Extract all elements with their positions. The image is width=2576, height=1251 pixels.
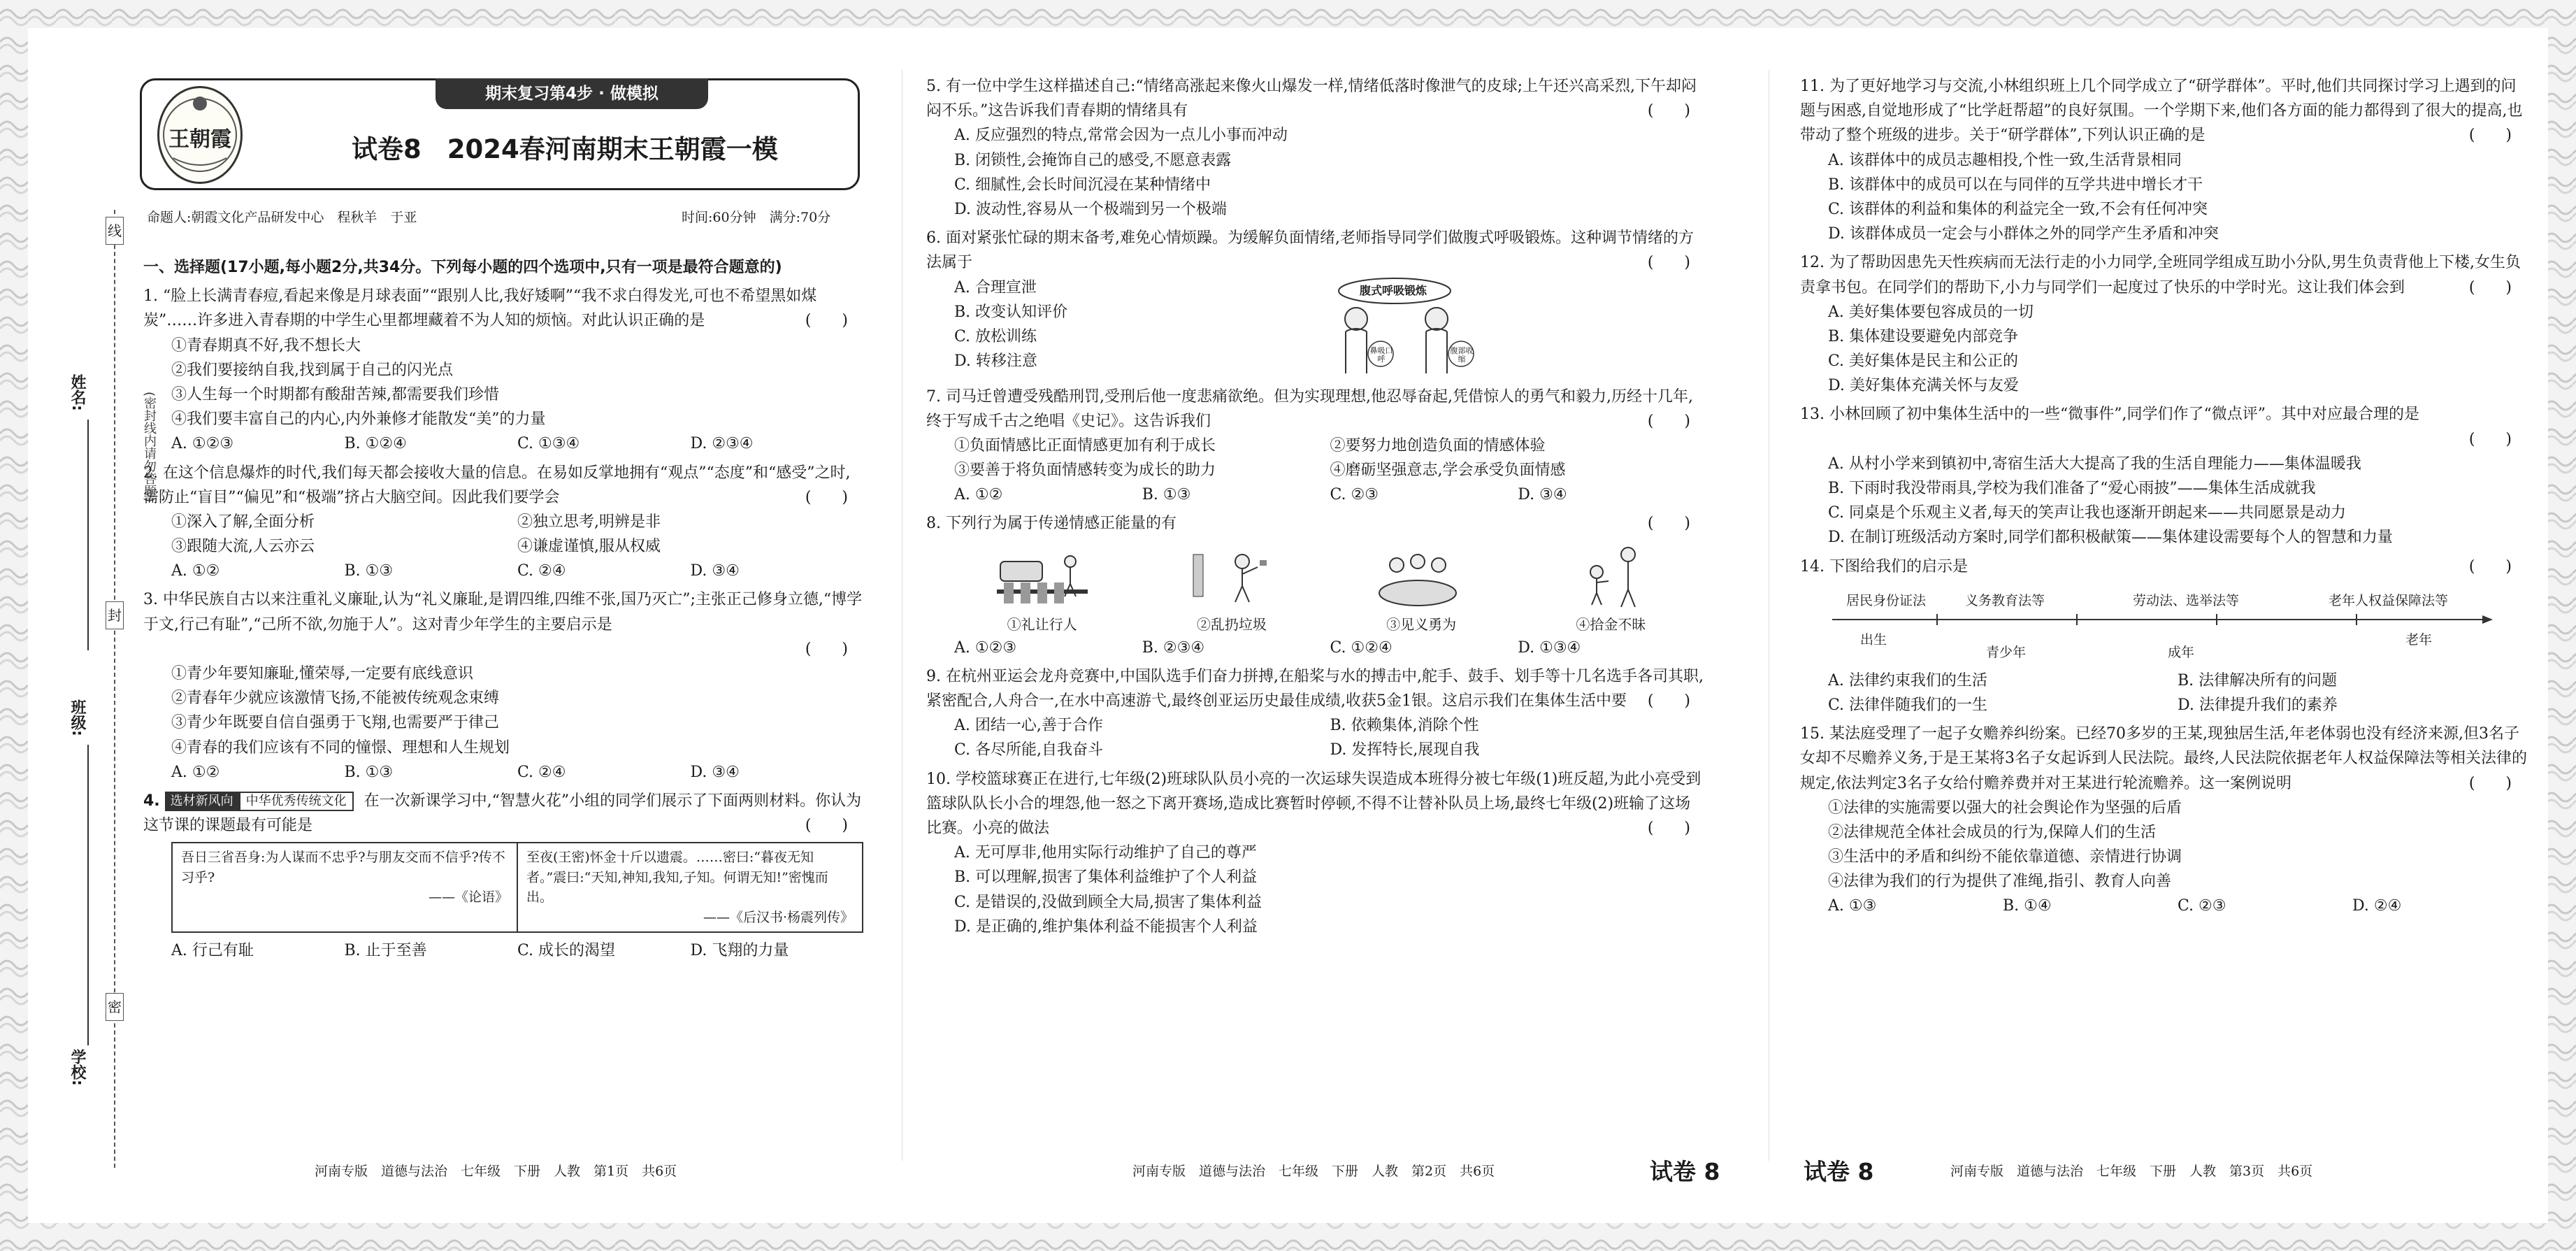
q6-body <box>926 276 1706 380</box>
question-2 <box>143 461 863 584</box>
q12-stem: 12. 为了帮助因患先天性疾病而无法行走的小力同学,全班同学组成互助小分队,男生负责背他上下楼,女生负责拿书包。在同学们的帮助下,小力与同学们一起度过了快乐的中学时光。这让我们体会到 <box>1800 254 2521 296</box>
q7-options <box>926 482 1706 507</box>
option-a[interactable]: A. 该群体中的成员志趣相投,个性一致,生活背景相同 <box>1828 151 2182 169</box>
question-13 <box>1800 402 2527 550</box>
q13-stem: 13. 小林回顾了初中集体生活中的一些“微事件”,同学们作了“微点评”。其中对应最合理的是 <box>1800 406 2419 424</box>
q2-items-row <box>143 534 863 559</box>
option-c[interactable]: C. ①③④ <box>517 435 580 453</box>
footer-page-1: 河南专版 道德与法治 七年级 下册 人教 第1页 共6页 <box>315 1164 677 1179</box>
q1-item: ②我们要接纳自我,找到属于自己的闪光点 <box>171 361 453 379</box>
q7-items-row <box>926 458 1706 482</box>
footer-page-2: 河南专版 道德与法治 七年级 下册 人教 第2页 共6页 <box>1132 1164 1495 1179</box>
pic-caption: ①礼让行人 <box>1007 615 1077 633</box>
stage-label: 出生 <box>1860 631 1887 648</box>
option-b[interactable]: B. 改变认知评价 <box>954 303 1068 321</box>
option-a[interactable]: A. 无可厚非,他用实际行动维护了自己的尊严 <box>954 844 1257 862</box>
q2-items-row <box>143 510 863 534</box>
logo-text: 王朝霞 <box>168 127 231 152</box>
question-14 <box>1800 555 2527 718</box>
option-b[interactable]: B. 该群体中的成员可以在与同伴的互学共进中增长才干 <box>1828 176 2203 194</box>
option-d[interactable]: D. ②④ <box>2352 897 2402 915</box>
q7-item: ③要善于将负面情感转变为成长的助力 <box>954 462 1216 480</box>
question-5 <box>926 74 1706 222</box>
option-a[interactable]: A. 从村小学来到镇初中,寄宿生活大大提高了我的生活自理能力——集体温暖我 <box>1828 455 2361 473</box>
q15-stem: 15. 某法庭受理了一起子女赡养纠纷案。已经70多岁的王某,现独居生活,年老体弱也没有经济来源,但3名子女却不尽赡养义务,于是王某将3名子女起诉到人民法院。最终,人民法院依据老年人权益保障法等相关法律的规定,依法判定3名子女给付赡养费并对王某进行轮流赡养。这一案例说明 <box>1800 725 2527 792</box>
return-wallet-icon <box>1558 541 1663 610</box>
option-b[interactable]: B. ①③ <box>344 562 394 580</box>
q2-item: ④谦虚谨慎,服从权威 <box>517 538 661 556</box>
option-b[interactable]: B. ①④ <box>2003 897 2052 915</box>
q1-item: ④我们要丰富自己的内心,内外兼修才能散发“美”的力量 <box>171 410 546 429</box>
answer-paren: ( ) <box>2468 774 2512 792</box>
option-a[interactable]: A. ①③ <box>1828 897 1877 915</box>
option-b[interactable]: B. 法律解决所有的问题 <box>2178 671 2338 689</box>
answer-paren: ( ) <box>1647 254 1690 272</box>
quote-source: ——《后汉书·杨震列传》 <box>703 909 854 925</box>
littering-boy-icon <box>1179 541 1284 610</box>
material-hanshu <box>517 843 862 931</box>
answer-paren: ( ) <box>1647 819 1690 837</box>
crowd-rescue-icon <box>1369 541 1474 610</box>
law-label: 老年人权益保障法等 <box>2329 592 2449 608</box>
option-a[interactable]: A. 行己有耻 <box>171 942 254 960</box>
q3-stem: 3. 中华民族自古以来注重礼义廉耻,认为“礼义廉耻,是谓四维,四维不张,国乃灭亡”;主张正己修身立德,“博学于文,行己有耻”,“己所不欲,勿施于人”。这对青少年学生的主要启示是 <box>143 591 863 634</box>
crosswalk-car-icon <box>990 541 1095 610</box>
option-a[interactable]: A. 合理宣泄 <box>954 278 1037 296</box>
q2-item: ②独立思考,明辨是非 <box>517 513 661 531</box>
option-d[interactable]: D. ③④ <box>690 562 740 580</box>
option-b[interactable]: B. 依赖集体,消除个性 <box>1330 717 1479 735</box>
option-c[interactable]: C. 放松训练 <box>954 327 1037 345</box>
illus-title: 腹式呼吸锻炼 <box>1360 283 1427 297</box>
q14-stem: 14. 下图给我们的启示是 <box>1800 557 1968 576</box>
option-b[interactable]: B. 下雨时我没带雨具,学校为我们准备了“爱心雨披”——集体生活成就我 <box>1828 480 2316 497</box>
option-d[interactable]: D. 波动性,容易从一个极端到另一个极端 <box>954 200 1227 218</box>
question-11 <box>1800 74 2527 246</box>
illus-bubble-a: 鼻吸口呼 <box>1369 345 1393 364</box>
culture-tag: 中华优秀传统文化 <box>239 792 354 811</box>
option-c[interactable]: C. ②④ <box>517 763 566 781</box>
law-label: 义务教育法等 <box>1965 592 2045 608</box>
q3-item: ③青少年既要自信自强勇于飞翔,也需要严于律己 <box>171 714 499 732</box>
q3-item: ①青少年要知廉耻,懂荣辱,一定要有底线意识 <box>171 665 473 682</box>
answer-paren: ( ) <box>805 312 848 330</box>
q9-options-row <box>926 738 1706 762</box>
answer-paren: ( ) <box>2468 127 2512 145</box>
option-a[interactable]: A. 美好集体要包容成员的一切 <box>1828 303 2034 321</box>
option-a[interactable]: A. 团结一心,善于合作 <box>954 717 1103 735</box>
q8-pictures <box>926 541 1706 636</box>
answer-paren: ( ) <box>805 817 848 835</box>
question-7 <box>926 385 1706 508</box>
option-d[interactable]: D. ①③④ <box>1518 638 1581 657</box>
q2-item: ①深入了解,全面分析 <box>171 513 315 531</box>
q2-item: ③跟随大流,人云亦云 <box>171 538 315 556</box>
brand-logo <box>157 86 243 184</box>
q4-stem: 在一次新课学习中,“智慧火花”小组的同学们展示了下面两则材料。你认为这节课的课题最有可能是 <box>143 792 862 835</box>
column-1 <box>143 255 863 964</box>
step-tab: 期末复习第4步 · 做模拟 <box>436 78 708 109</box>
option-b[interactable]: B. ①③ <box>1142 486 1191 504</box>
q7-items-row <box>926 434 1706 458</box>
option-c[interactable]: C. ①②④ <box>1330 638 1393 657</box>
q9-options-row <box>926 713 1706 738</box>
option-a[interactable]: A. ①② <box>954 486 1003 504</box>
illus-bubble-b: 腹部收缩 <box>1450 345 1474 364</box>
pic-caption: ③见义勇为 <box>1386 615 1457 633</box>
law-label: 劳动法、选举法等 <box>2133 592 2240 608</box>
q9-stem: 9. 在杭州亚运会龙舟竞赛中,中国队选手们奋力拼搏,在船桨与水的搏击中,舵手、鼓手、划手等十几名选手各司其职,紧密配合,人舟合一,在水中高速游弋,最终创亚运历史最佳成绩,收获5金1银。这启示我们在集体生活中要 <box>926 667 1704 710</box>
question-3 <box>143 587 863 785</box>
option-c[interactable]: C. 美好集体是民主和公正的 <box>1828 352 2019 371</box>
answer-paren: ( ) <box>2468 278 2512 296</box>
q1-item: ①青春期真不好,我不想长大 <box>171 336 361 355</box>
answer-paren: ( ) <box>2468 557 2512 576</box>
paper-tag-right: 试卷 8 <box>1650 1158 1720 1185</box>
q3-options <box>143 760 863 785</box>
option-c[interactable]: C. 该群体的利益和集体的利益完全一致,不会有任何冲突 <box>1828 200 2208 218</box>
option-c[interactable]: C. ②③ <box>2178 897 2226 915</box>
material-analects <box>173 843 517 931</box>
section-heading: 一、选择题(17小题,每小题2分,共34分。下列每小题的四个选项中,只有一项是最符合题意的) <box>143 259 782 276</box>
q7-item: ①负面情感比正面情感更加有利于成长 <box>954 436 1216 455</box>
q3-item: ②青春年少就应该激情飞扬,不能被传统观念束缚 <box>171 689 499 708</box>
option-c[interactable]: C. 是错误的,没做到顾全大局,损害了集体利益 <box>954 893 1262 911</box>
question-8 <box>926 511 1706 659</box>
column-2 <box>926 70 1706 939</box>
q1-stem: 1. “脸上长满青春痘,看起来像是月球表面”“跟别人比,我好矮啊”“我不求白得发光,可也不希望黑如煤炭”……许多进入青春期的中学生心里都埋藏着不为人知的烦恼。对此认识正确的是 <box>143 287 817 330</box>
time-score: 时间:60分钟 满分:70分 <box>682 210 831 225</box>
q8-options <box>926 636 1706 660</box>
q1-item: ③人生每一个时期都有酸甜苦辣,都需要我们珍惜 <box>171 385 499 403</box>
seal-char-line: 线 <box>106 217 124 245</box>
school-label: 学校: <box>69 1049 86 1086</box>
option-b[interactable]: B. ②③④ <box>1142 638 1205 657</box>
option-d[interactable]: D. 该群体成员一定会与小群体之外的同学产生矛盾和冲突 <box>1828 225 2219 243</box>
q11-stem: 11. 为了更好地学习与交流,小林组织班上几个同学成立了“研学群体”。平时,他们共同探讨学习上遇到的问题与困惑,自觉地形成了“比学赶帮超”的良好氛围。一个学期下来,他们各方面的能力都得到了很大的提高,也带动了整个班级的进步。关于“研学群体”,下列认识正确的是 <box>1800 78 2523 145</box>
pic-littering <box>1137 541 1326 636</box>
q15-item: ④法律为我们的行为提供了准绳,指引、教育人向善 <box>1828 873 2171 891</box>
option-d[interactable]: D. ③④ <box>1518 486 1567 504</box>
question-12 <box>1800 250 2527 398</box>
question-15 <box>1800 722 2527 919</box>
option-b[interactable]: B. ①②④ <box>344 435 407 453</box>
option-b[interactable]: B. 可以理解,损害了集体利益维护了个人利益 <box>954 868 1258 887</box>
option-a[interactable]: A. ①②③ <box>171 435 234 453</box>
class-label: 班级: <box>69 699 86 736</box>
option-c[interactable]: C. ②③ <box>1330 486 1379 504</box>
answer-paren: ( ) <box>1647 515 1690 533</box>
quote-text: 至夜(王密)怀金十斤以遗震。……密曰:“暮夜无知者。”震曰:“天知,神知,我知,子知。何谓无知!”密愧而出。 <box>526 850 828 906</box>
pic-caption: ④拾金不昧 <box>1576 615 1646 633</box>
q14-options-row <box>1800 669 2527 693</box>
answer-paren: ( ) <box>1647 412 1690 430</box>
paper-tag-left: 试卷 8 <box>1804 1158 1874 1185</box>
q8-stem: 8. 下列行为属于传递情感正能量的有 <box>926 515 1177 533</box>
breathing-illustration <box>1290 276 1499 380</box>
option-b[interactable]: B. 闭锁性,会掩饰自己的感受,不愿意表露 <box>954 151 1232 169</box>
seal-char-feng: 封 <box>106 601 124 629</box>
page-title: 试卷8 2024春河南期末王朝霞一模 <box>352 134 778 164</box>
answer-paren: ( ) <box>2468 430 2512 448</box>
q10-stem: 10. 学校篮球赛正在进行,七年级(2)班球队队员小亮的一次运球失误造成本班得分被七年级(1)班反超,为此小亮受到篮球队队长小合的埋怨,他一怒之下离开赛场,造成比赛暂时停顿,不得不让替补队员上场,最终七年级(2)班输了这场比赛。小亮的做法 <box>926 770 1701 837</box>
q4-number: 4. <box>143 792 160 810</box>
q1-options <box>143 431 863 456</box>
pic-caption: ②乱扔垃圾 <box>1196 615 1267 633</box>
option-a[interactable]: A. 法律约束我们的生活 <box>1828 671 1987 689</box>
q15-item: ①法律的实施需要以强大的社会舆论作为坚强的后盾 <box>1828 799 2182 817</box>
column-3 <box>1800 70 2527 919</box>
q14-options-row <box>1800 693 2527 717</box>
quote-source: ——《论语》 <box>428 889 508 906</box>
option-d[interactable]: D. 是正确的,维护集体利益不能损害个人利益 <box>954 917 1258 936</box>
q3-item: ④青春的我们应该有不同的憧憬、理想和人生规划 <box>171 738 510 757</box>
seal-char-mi: 密 <box>106 993 124 1021</box>
option-a[interactable]: A. ①② <box>171 763 220 781</box>
q2-stem: 2. 在这个信息爆炸的时代,我们每天都会接收大量的信息。在易如反掌地拥有“观点”“态度”和“感受”之时,需防止“盲目”“偏见”和“极端”挤占大脑空间。因此我们要学会 <box>143 464 851 506</box>
footer-page-3: 河南专版 道德与法治 七年级 下册 人教 第3页 共6页 <box>1950 1164 2313 1179</box>
option-a[interactable]: A. ①②③ <box>954 638 1017 657</box>
answer-paren: ( ) <box>1647 102 1690 120</box>
q15-options <box>1800 894 2527 918</box>
stage-label: 成年 <box>2168 644 2195 660</box>
option-a[interactable]: A. ①② <box>171 562 220 580</box>
binding-margin <box>38 210 157 1168</box>
option-d[interactable]: D. 法律提升我们的素养 <box>2178 696 2338 714</box>
q4-material-box <box>171 842 863 933</box>
exam-header-banner <box>140 78 860 190</box>
question-4 <box>143 789 863 964</box>
option-c[interactable]: C. ②④ <box>517 562 566 580</box>
option-c[interactable]: C. 法律伴随我们的一生 <box>1828 696 1988 714</box>
question-9 <box>926 664 1706 763</box>
option-c[interactable]: C. 同桌是个乐观主义者,每天的笑声让我也逐渐开朗起来——共同愿景是动力 <box>1828 504 2347 522</box>
option-d[interactable]: D. 发挥特长,展现自我 <box>1330 741 1480 759</box>
law-label: 居民身份证法 <box>1846 592 1927 608</box>
q6-stem: 6. 面对紧张忙碌的期末备考,难免心情烦躁。为缓解负面情绪,老师指导同学们做腹式呼吸锻炼。这种调节情绪的方法属于 <box>926 229 1694 272</box>
q5-stem: 5. 有一位中学生这样描述自己:“情绪高涨起来像火山爆发一样,情绪低落时像泄气的皮球;上午还兴高采烈,下午却闷闷不乐。”这告诉我们青春期的情绪具有 <box>926 78 1697 120</box>
answer-paren: ( ) <box>805 640 848 658</box>
question-10 <box>926 767 1706 939</box>
class-line <box>87 745 89 1045</box>
q7-stem: 7. 司马迁曾遭受残酷刑罚,受刑后他一度悲痛欲绝。但为实现理想,他忍辱奋起,凭借惊人的勇气和毅力,历经十几年,终于写成千古之绝唱《史记》。这告诉我们 <box>926 387 1693 430</box>
option-b[interactable]: B. ①③ <box>344 763 394 781</box>
option-b[interactable]: B. 集体建设要避免内部竞争 <box>1828 327 2019 345</box>
option-c[interactable]: C. 成长的渴望 <box>517 942 616 960</box>
stage-label: 青少年 <box>1986 644 2027 660</box>
q7-item: ②要努力地创造负面的情感体验 <box>1330 436 1546 455</box>
answer-paren: ( ) <box>1647 692 1690 710</box>
q15-item: ③生活中的矛盾和纠纷不能依靠道德、亲情进行协调 <box>1828 848 2182 866</box>
seal-note: (密封线内请勿答题) <box>142 392 157 503</box>
option-d[interactable]: D. ③④ <box>690 763 740 781</box>
law-timeline <box>1825 586 2496 663</box>
pic-return-found <box>1516 541 1706 636</box>
stage-label: 老年 <box>2405 631 2433 648</box>
q7-item: ④磨砺坚强意志,学会承受负面情感 <box>1330 462 1566 480</box>
option-c[interactable]: C. 细腻性,会长时间沉浸在某种情绪中 <box>954 176 1211 194</box>
option-d[interactable]: D. 飞翔的力量 <box>690 942 789 960</box>
question-6 <box>926 226 1706 380</box>
question-1 <box>143 284 863 456</box>
pic-yield-pedestrian <box>947 541 1137 636</box>
seal-line <box>114 210 115 1168</box>
option-c[interactable]: C. 各尽所能,自我奋斗 <box>954 741 1104 759</box>
quote-text: 吾日三省吾身:为人谋而不忠乎?与朋友交而不信乎?传不习乎? <box>181 850 505 885</box>
name-line <box>87 420 89 650</box>
option-b[interactable]: B. 止于至善 <box>344 942 427 960</box>
q2-options <box>143 559 863 583</box>
q15-item: ②法律规范全体社会成员的行为,保障人们的生活 <box>1828 823 2156 841</box>
q4-options <box>143 938 863 963</box>
answer-paren: ( ) <box>805 488 848 506</box>
option-d[interactable]: D. 转移注意 <box>954 352 1037 371</box>
option-d[interactable]: D. 美好集体充满关怀与友爱 <box>1828 377 2019 395</box>
option-d[interactable]: D. 在制订班级活动方案时,同学们都积极献策——集体建设需要每个人的智慧和力量 <box>1828 529 2393 547</box>
new-trend-tag: 选材新风向 <box>165 792 239 811</box>
option-d[interactable]: D. ②③④ <box>690 435 754 453</box>
q6-options <box>926 276 1290 380</box>
option-a[interactable]: A. 反应强烈的特点,常常会因为一点儿小事而冲动 <box>954 127 1288 145</box>
authors: 命题人:朝霞文化产品研发中心 程秋羊 于亚 <box>147 210 417 225</box>
name-label: 姓名: <box>69 374 86 411</box>
pic-bravery <box>1327 541 1516 636</box>
